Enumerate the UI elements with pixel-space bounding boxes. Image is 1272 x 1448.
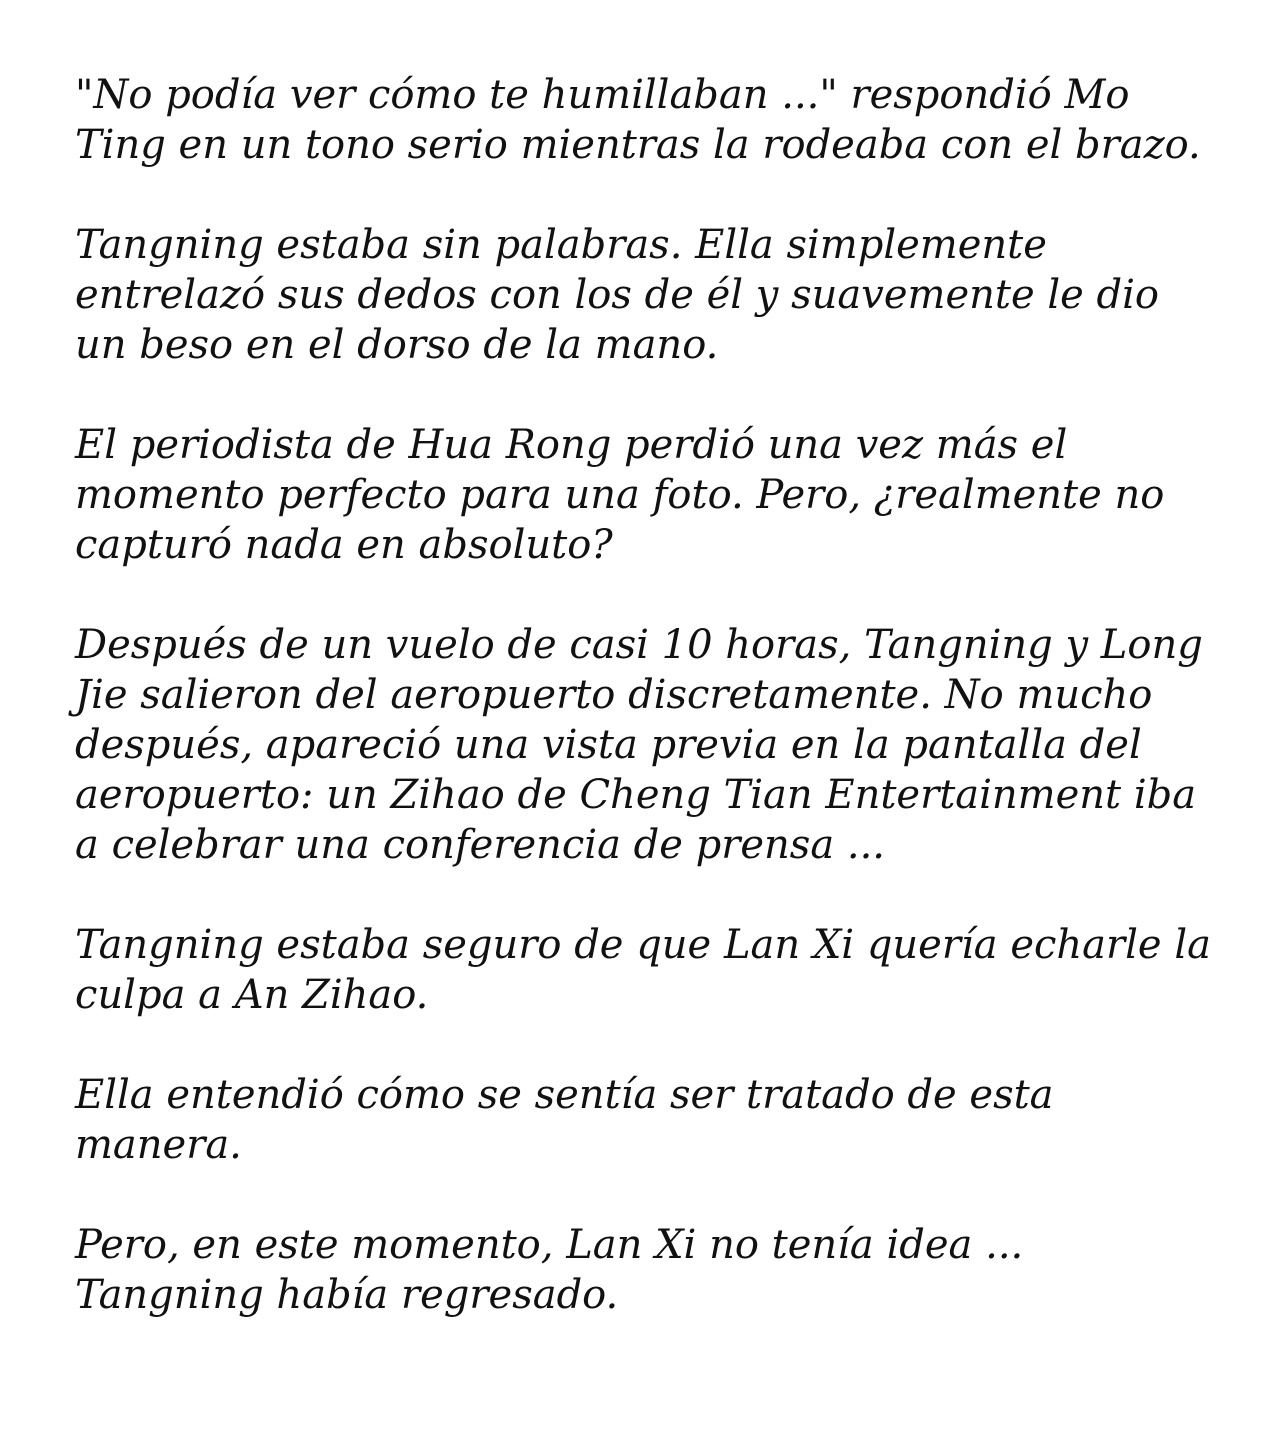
paragraph-3: El periodista de Hua Rong perdió una vez más el momento perfecto para una foto. Pero, ¿realmente no capturó nada en absoluto? bbox=[75, 422, 1165, 568]
paragraph-2: Tangning estaba sin palabras. Ella simplemente entrelazó sus dedos con los de él y suavemente le dio un beso en el dorso de la mano. bbox=[75, 222, 1160, 368]
paragraph-4: Después de un vuelo de casi 10 horas, Tangning y Long Jie salieron del aeropuerto discretamente. No mucho después, apareció una vista previa en la pantalla del aeropuerto: un Zihao de Cheng Tian Entertainment iba a celebrar una conferencia de prensa ... bbox=[75, 622, 1203, 868]
paragraph-7: Pero, en este momento, Lan Xi no tenía idea ... Tangning había regresado. bbox=[75, 1222, 1024, 1318]
paragraph-5: Tangning estaba seguro de que Lan Xi quería echarle la culpa a An Zihao. bbox=[75, 922, 1211, 1018]
paragraph-6: Ella entendió cómo se sentía ser tratado de esta manera. bbox=[75, 1072, 1054, 1168]
paragraph-1: "No podía ver cómo te humillaban ..." respondió Mo Ting en un tono serio mientras la rodeaba con el brazo. bbox=[75, 72, 1201, 168]
